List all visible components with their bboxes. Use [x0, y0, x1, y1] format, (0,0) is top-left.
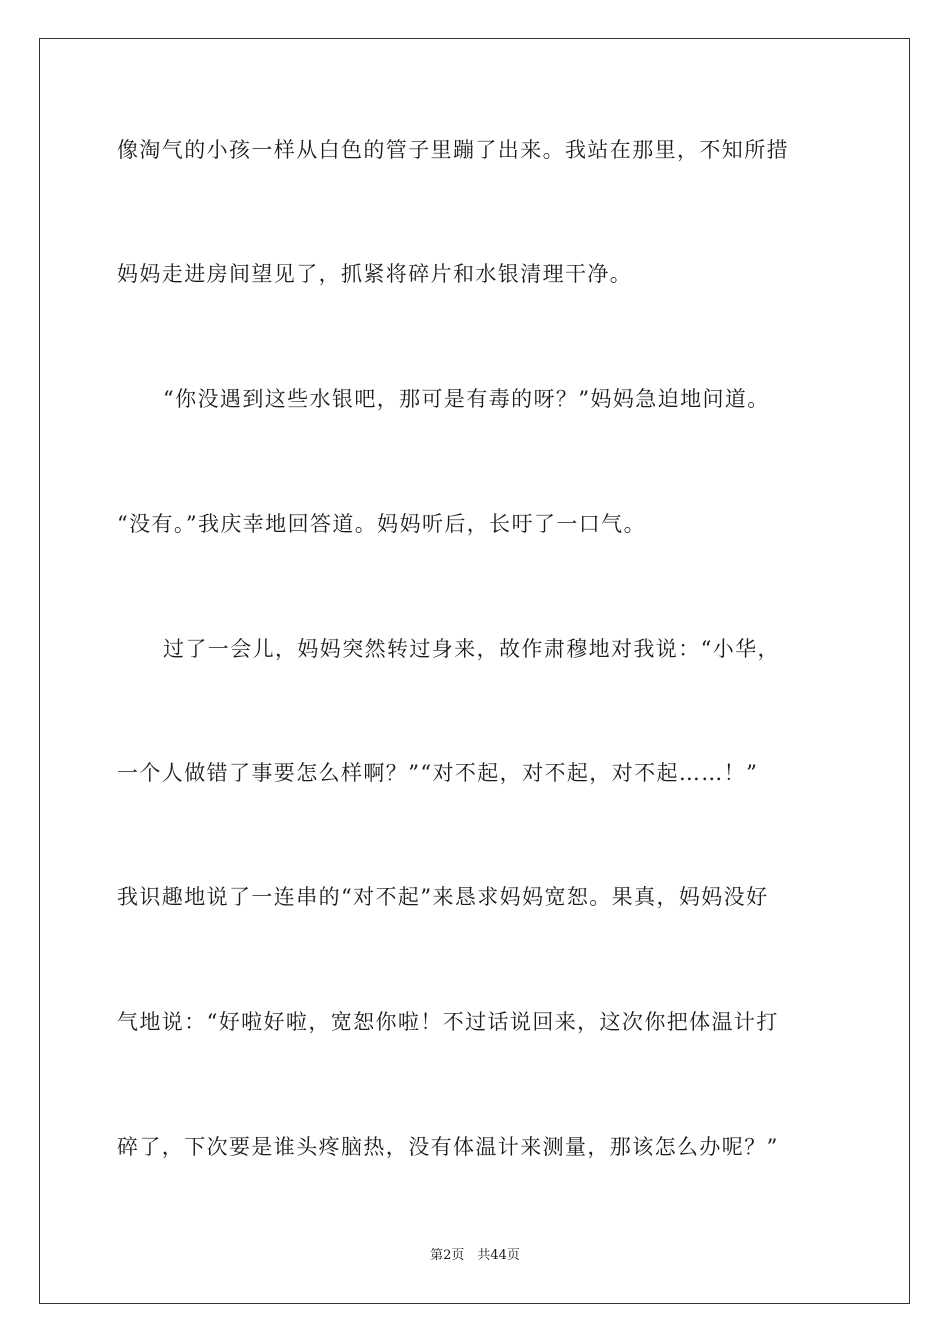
text-line-8: 气地说：“好啦好啦，宽恕你啦！不过话说回来，这次你把体温计打 [117, 1010, 779, 1034]
page-border [39, 38, 910, 1304]
text-line-5: 过了一会儿，妈妈突然转过身来，故作肃穆地对我说：“小华， [163, 637, 780, 661]
page-number-footer: 第2页 共44页 [430, 1248, 520, 1263]
text-line-3: “你没遇到这些水银吧，那可是有毒的呀？”妈妈急迫地问道。 [163, 387, 770, 411]
text-line-6: 一个人做错了事要怎么样啊？”“对不起，对不起，对不起……！” [117, 761, 759, 785]
text-line-4: “没有。”我庆幸地回答道。妈妈听后，长吁了一口气。 [117, 512, 646, 536]
text-line-1: 像淘气的小孩一样从白色的管子里蹦了出来。我站在那里，不知所措 [117, 138, 789, 162]
text-line-2: 妈妈走进房间望见了，抓紧将碎片和水银清理干净。 [117, 262, 633, 286]
text-line-7: 我识趣地说了一连串的“对不起”来恳求妈妈宽恕。果真，妈妈没好 [117, 885, 769, 909]
text-line-9: 碎了，下次要是谁头疼脑热，没有体温计来测量，那该怎么办呢？” [117, 1135, 779, 1159]
